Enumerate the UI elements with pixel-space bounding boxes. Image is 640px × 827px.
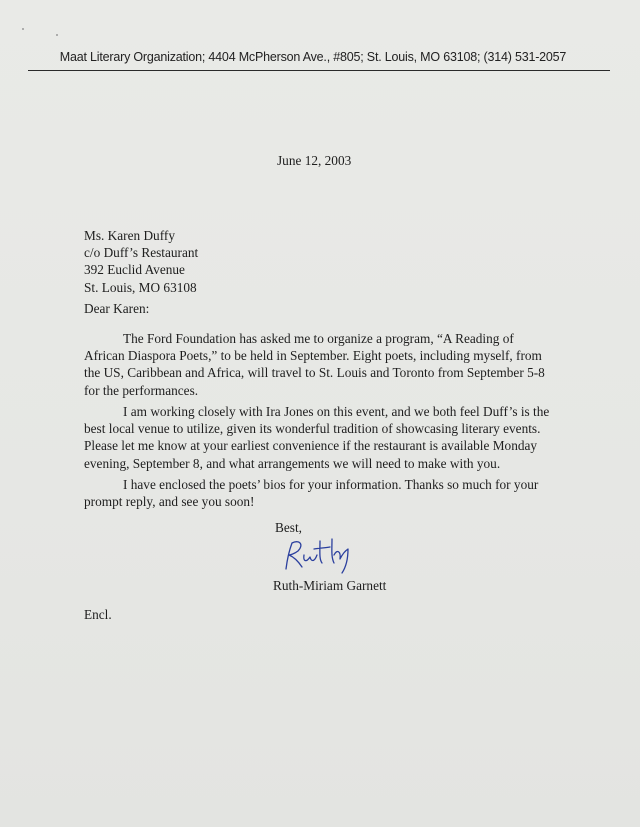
paper-speck (56, 34, 58, 36)
recipient-city: St. Louis, MO 63108 (84, 279, 197, 295)
signer-name: Ruth-Miriam Garnett (273, 578, 387, 593)
paragraph-line: Please let me know at your earliest convenience if the restaurant is available Monday (84, 438, 538, 454)
paragraph-line: the US, Caribbean and Africa, will travel to St. Louis and Toronto from September 5-8 (84, 365, 545, 381)
recipient-care-of: c/o Duff’s Restaurant (84, 245, 199, 261)
recipient-name: Ms. Karen Duffy (84, 228, 175, 243)
paragraph-line: for the performances. (84, 382, 199, 398)
signature-icon (280, 533, 360, 577)
letterhead: Maat Literary Organization; 4404 McPherson Ave., #805; St. Louis, MO 63108; (314) 531-2057 (59, 50, 567, 64)
recipient-street: 392 Euclid Avenue (84, 262, 185, 278)
paragraph-line: prompt reply, and see you soon! (84, 494, 255, 510)
paragraph-3 (84, 476, 544, 510)
letter-date: June 12, 2003 (277, 153, 352, 168)
recipient-address (84, 227, 198, 296)
salutation: Dear Karen: (84, 301, 150, 316)
paper-speck (22, 28, 24, 30)
paragraph-1 (84, 330, 544, 399)
paragraph-line: best local venue to utilize, given its wonderful tradition of showcasing literary events. (84, 421, 541, 437)
letterhead-rule (28, 70, 610, 71)
paragraph-line: The Ford Foundation has asked me to organize a program, “A Reading of (123, 331, 514, 346)
paragraph-line: I am working closely with Ira Jones on this event, and we both feel Duff’s is the (123, 404, 550, 419)
paragraph-line: I have enclosed the poets’ bios for your information. Thanks so much for your (123, 477, 539, 492)
paragraph-line: evening, September 8, and what arrangements we will need to make with you. (84, 455, 501, 471)
paragraph-line: African Diaspora Poets,” to be held in September. Eight poets, including myself, from (84, 348, 542, 364)
closing: Best, (275, 520, 302, 535)
enclosure-note: Encl. (84, 607, 112, 622)
paragraph-2 (84, 403, 550, 472)
